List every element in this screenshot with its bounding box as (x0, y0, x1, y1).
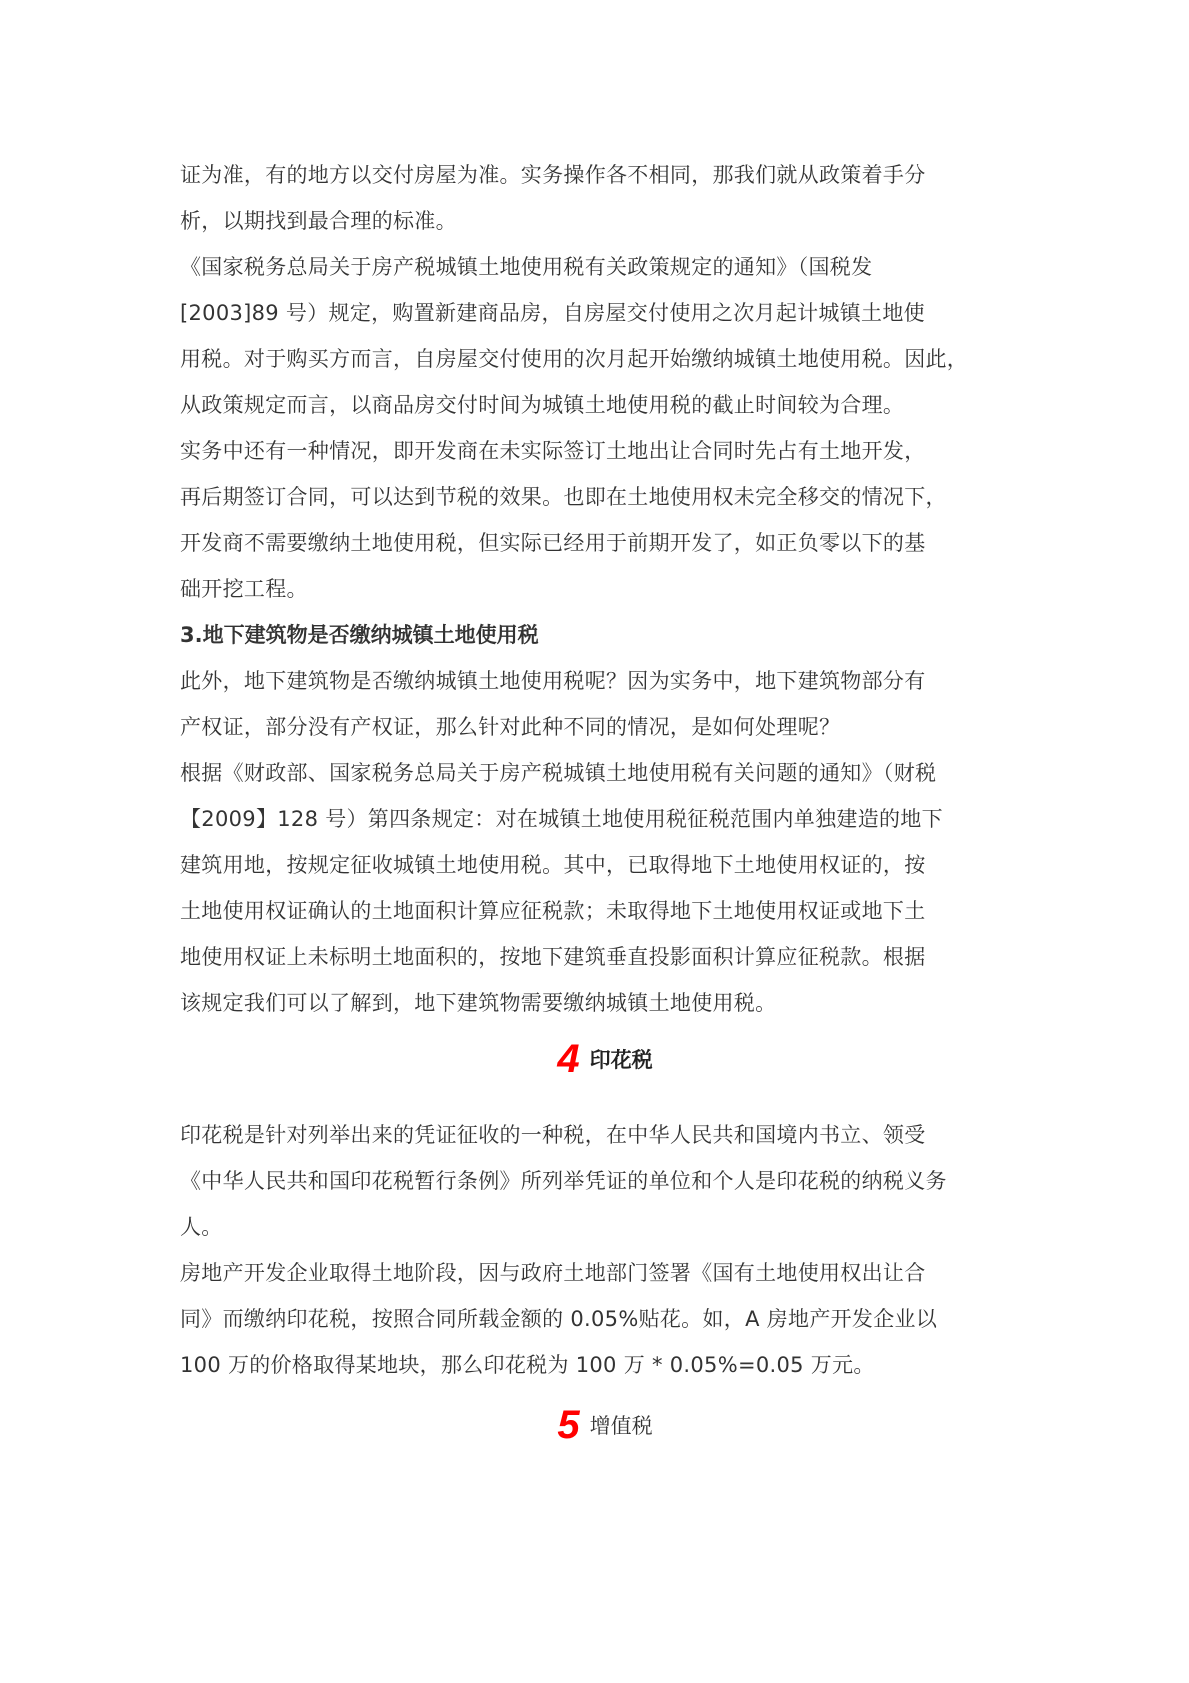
text-line: 地使用权证上未标明土地面积的，按地下建筑垂直投影面积计算应征税款。根据 (180, 945, 926, 969)
text-line: 产权证，部分没有产权证，那么针对此种不同的情况，是如何处理呢？ (180, 715, 841, 739)
heading-number: 5 (557, 1403, 580, 1447)
text-line: 从政策规定而言，以商品房交付时间为城镇土地使用税的截止时间较为合理。 (180, 393, 905, 417)
heading-label: 增值税 (589, 1414, 653, 1438)
paragraph-underground-buildings (180, 658, 1030, 1026)
text-line: [2003]89 号）规定，购置新建商品房，自房屋交付使用之次月起计城镇土地使 (180, 301, 925, 325)
text-line: 用税。对于购买方而言，自房屋交付使用的次月起开始缴纳城镇土地使用税。因此， (180, 347, 969, 371)
text-line: 房地产开发企业取得土地阶段，因与政府土地部门签署《国有土地使用权出让合 (180, 1261, 926, 1285)
text-line: 印花税是针对列举出来的凭证征收的一种税，在中华人民共和国境内书立、领受 (180, 1123, 926, 1147)
paragraph-stamp-tax (180, 1112, 1030, 1388)
text-line: 再后期签订合同，可以达到节税的效果。也即在土地使用权未完全移交的情况下， (180, 485, 947, 509)
heading-number: 4 (557, 1037, 580, 1081)
text-line: 该规定我们可以了解到，地下建筑物需要缴纳城镇土地使用税。 (180, 991, 777, 1015)
heading-vat (180, 1402, 1030, 1448)
text-line: 析，以期找到最合理的标准。 (180, 209, 457, 233)
text-line: 《国家税务总局关于房产税城镇土地使用税有关政策规定的通知》（国税发 (180, 255, 873, 279)
document-page (180, 152, 1030, 1448)
heading-stamp-tax (180, 1036, 1030, 1082)
text-line: 实务中还有一种情况，即开发商在未实际签订土地出让合同时先占有土地开发， (180, 439, 926, 463)
text-line: 人。 (180, 1215, 223, 1239)
text-line: 土地使用权证确认的土地面积计算应征税款；未取得地下土地使用权证或地下土 (180, 899, 926, 923)
heading-label: 印花税 (589, 1048, 653, 1072)
text-line: 同》而缴纳印花税，按照合同所载金额的 0.05%贴花。如，A 房地产开发企业以 (180, 1307, 938, 1331)
text-line: 础开挖工程。 (180, 577, 308, 601)
text-line: 《中华人民共和国印花税暂行条例》所列举凭证的单位和个人是印花税的纳税义务 (180, 1169, 947, 1193)
text-line: 此外，地下建筑物是否缴纳城镇土地使用税呢？因为实务中，地下建筑物部分有 (180, 669, 926, 693)
text-line: 【2009】128 号）第四条规定：对在城镇土地使用税征税范围内单独建造的地下 (180, 807, 943, 831)
text-line: 证为准，有的地方以交付房屋为准。实务操作各不相同，那我们就从政策着手分 (180, 163, 926, 187)
text-line: 100 万的价格取得某地块，那么印花税为 100 万 * 0.05%=0.05 万元。 (180, 1353, 875, 1377)
paragraph-land-tax-timing (180, 152, 1030, 612)
text-line: 根据《财政部、国家税务总局关于房产税城镇土地使用税有关问题的通知》（财税 (180, 761, 937, 785)
section-title-underground-buildings: 3.地下建筑物是否缴纳城镇土地使用税 (180, 623, 539, 647)
text-line: 建筑用地，按规定征收城镇土地使用税。其中，已取得地下土地使用权证的，按 (180, 853, 926, 877)
text-line: 开发商不需要缴纳土地使用税，但实际已经用于前期开发了，如正负零以下的基 (180, 531, 926, 555)
